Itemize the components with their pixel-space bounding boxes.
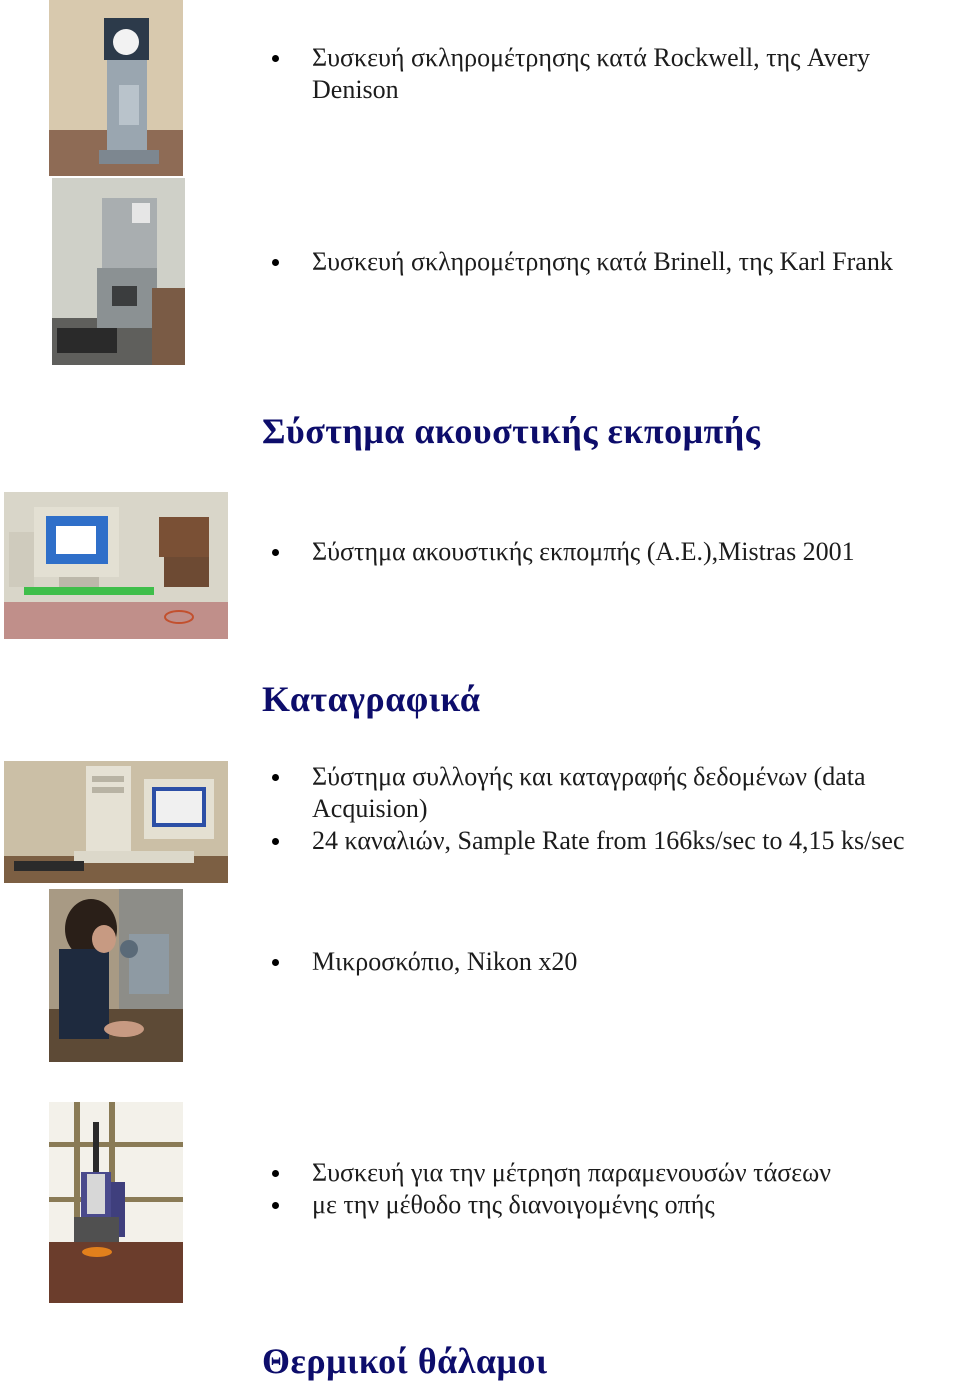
- list-item: Συσκευή σκληρομέτρησης κατά Brinell, της Karl Frank: [262, 246, 942, 278]
- list-item: 24 καναλιών, Sample Rate from 166ks/sec to 4,15 ks/sec: [262, 825, 942, 857]
- list-item: Σύστημα ακουστικής εκπομπής (A.E.),Mistras 2001: [262, 536, 922, 568]
- section-heading: Θερμικοί θάλαμοι: [262, 1341, 548, 1381]
- acoustic-emission-system-photo: [4, 492, 228, 639]
- list-item: Συσκευή σκληρομέτρησης κατά Rockwell, της Avery Denison: [262, 42, 922, 106]
- residual-stress-device-photo: [49, 1102, 183, 1303]
- section-heading: Καταγραφικά: [262, 679, 481, 719]
- data-acquisition-system-photo: [4, 761, 228, 883]
- list-item: Μικροσκόπιο, Nikon x20: [262, 946, 922, 978]
- rockwell-hardness-tester-photo: [49, 0, 183, 176]
- list-item: Συσκευή για την μέτρηση παραμενουσών τάσεων: [262, 1157, 942, 1189]
- brinell-hardness-tester-photo: [52, 178, 185, 365]
- microscope-photo: [49, 889, 183, 1062]
- list-item: με την μέθοδο της διανοιγομένης οπής: [262, 1189, 942, 1221]
- section-heading: Σύστημα ακουστικής εκπομπής: [262, 411, 761, 451]
- list-item: Σύστημα συλλογής και καταγραφής δεδομένων (data Acquision): [262, 761, 942, 825]
